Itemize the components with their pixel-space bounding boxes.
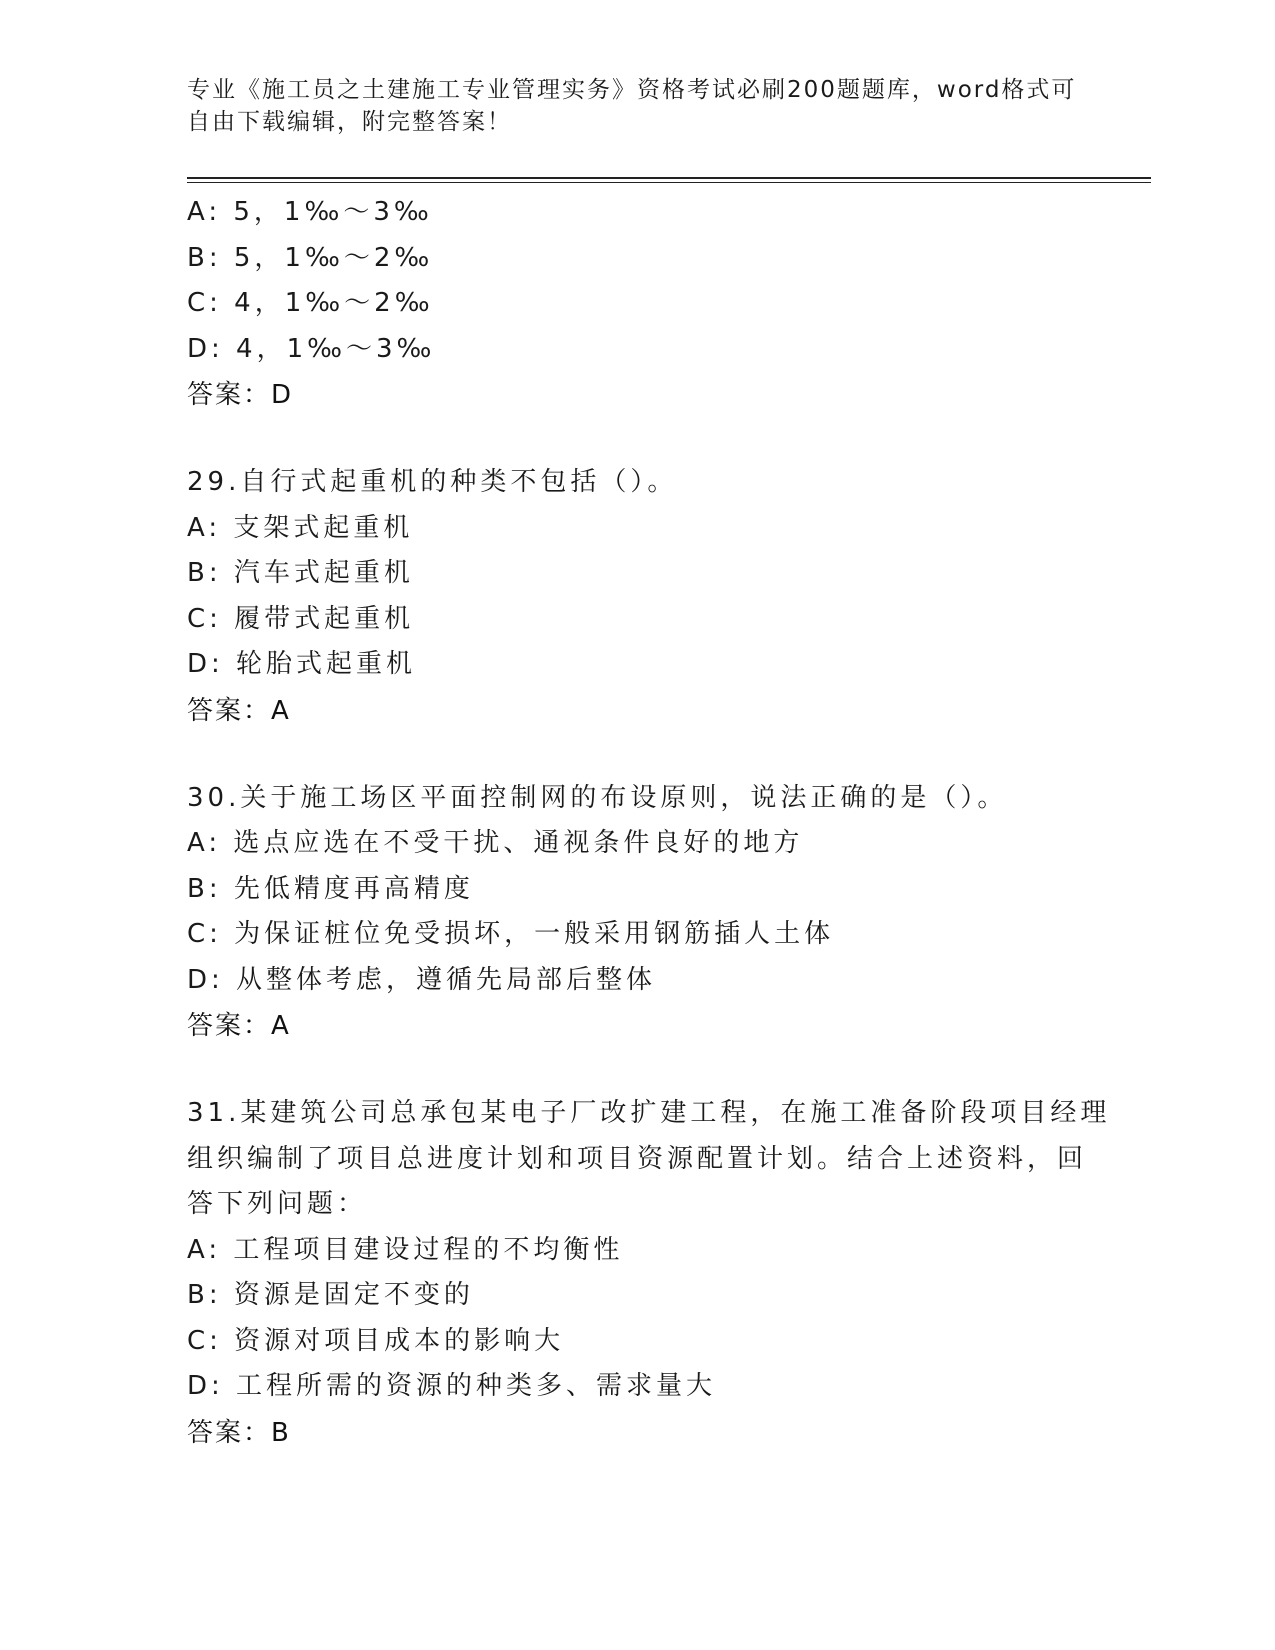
block-spacer xyxy=(187,1049,1147,1091)
header-rule-thick xyxy=(187,177,1151,179)
option-c: C: 为保证桩位免受损坏，一般采用钢筋插人土体 xyxy=(187,919,835,949)
option-d: D: 轮胎式起重机 xyxy=(187,649,417,679)
option-a: A: 5，1‰～3‰ xyxy=(187,197,433,227)
option-b: B: 资源是固定不变的 xyxy=(187,1280,474,1310)
header-rule-thin xyxy=(187,182,1151,183)
option-c: C: 4，1‰～2‰ xyxy=(187,288,434,318)
option-d: D: 工程所需的资源的种类多、需求量大 xyxy=(187,1371,717,1401)
question-text-line-3: 答下列问题： xyxy=(187,1189,368,1219)
option-c: C: 资源对项目成本的影响大 xyxy=(187,1325,565,1356)
option-a: A: 工程项目建设过程的不均衡性 xyxy=(187,1234,624,1265)
question-text: 30.关于施工场区平面控制网的布设原则，说法正确的是（）。 xyxy=(187,782,1008,813)
option-d: D: 4，1‰～3‰ xyxy=(187,333,436,364)
question-list xyxy=(187,190,1147,1456)
question-text-line-1: 31.某建筑公司总承包某电子厂改扩建工程，在施工准备阶段项目经理 xyxy=(187,1098,1111,1128)
option-b: B: 先低精度再高精度 xyxy=(187,873,474,904)
option-d: D: 从整体考虑，遵循先局部后整体 xyxy=(187,964,657,995)
header-line-2: 自由下载编辑，附完整答案！ xyxy=(187,109,512,135)
answer-line: 答案：D xyxy=(187,380,294,410)
question-block-31 xyxy=(187,1091,1147,1456)
block-spacer xyxy=(187,418,1147,460)
option-a: A: 支架式起重机 xyxy=(187,512,414,543)
header-line-1: 专业《施工员之土建施工专业管理实务》资格考试必刷200题题库，word格式可 xyxy=(187,77,1077,103)
question-block-28 xyxy=(187,190,1147,418)
question-block-29 xyxy=(187,460,1147,734)
question-text-line-2: 组织编制了项目总进度计划和项目资源配置计划。结合上述资料，回 xyxy=(187,1143,1088,1174)
option-a: A: 选点应选在不受干扰、通视条件良好的地方 xyxy=(187,828,804,858)
question-text: 29.自行式起重机的种类不包括（）。 xyxy=(187,467,678,497)
block-spacer xyxy=(187,734,1147,776)
answer-line: 答案：A xyxy=(187,695,291,726)
option-b: B: 5，1‰～2‰ xyxy=(187,242,434,273)
answer-line: 答案：A xyxy=(187,1011,291,1041)
document-header xyxy=(187,74,1087,138)
option-b: B: 汽车式起重机 xyxy=(187,558,414,588)
question-block-30 xyxy=(187,776,1147,1050)
answer-line: 答案：B xyxy=(187,1417,291,1448)
option-c: C: 履带式起重机 xyxy=(187,603,415,634)
